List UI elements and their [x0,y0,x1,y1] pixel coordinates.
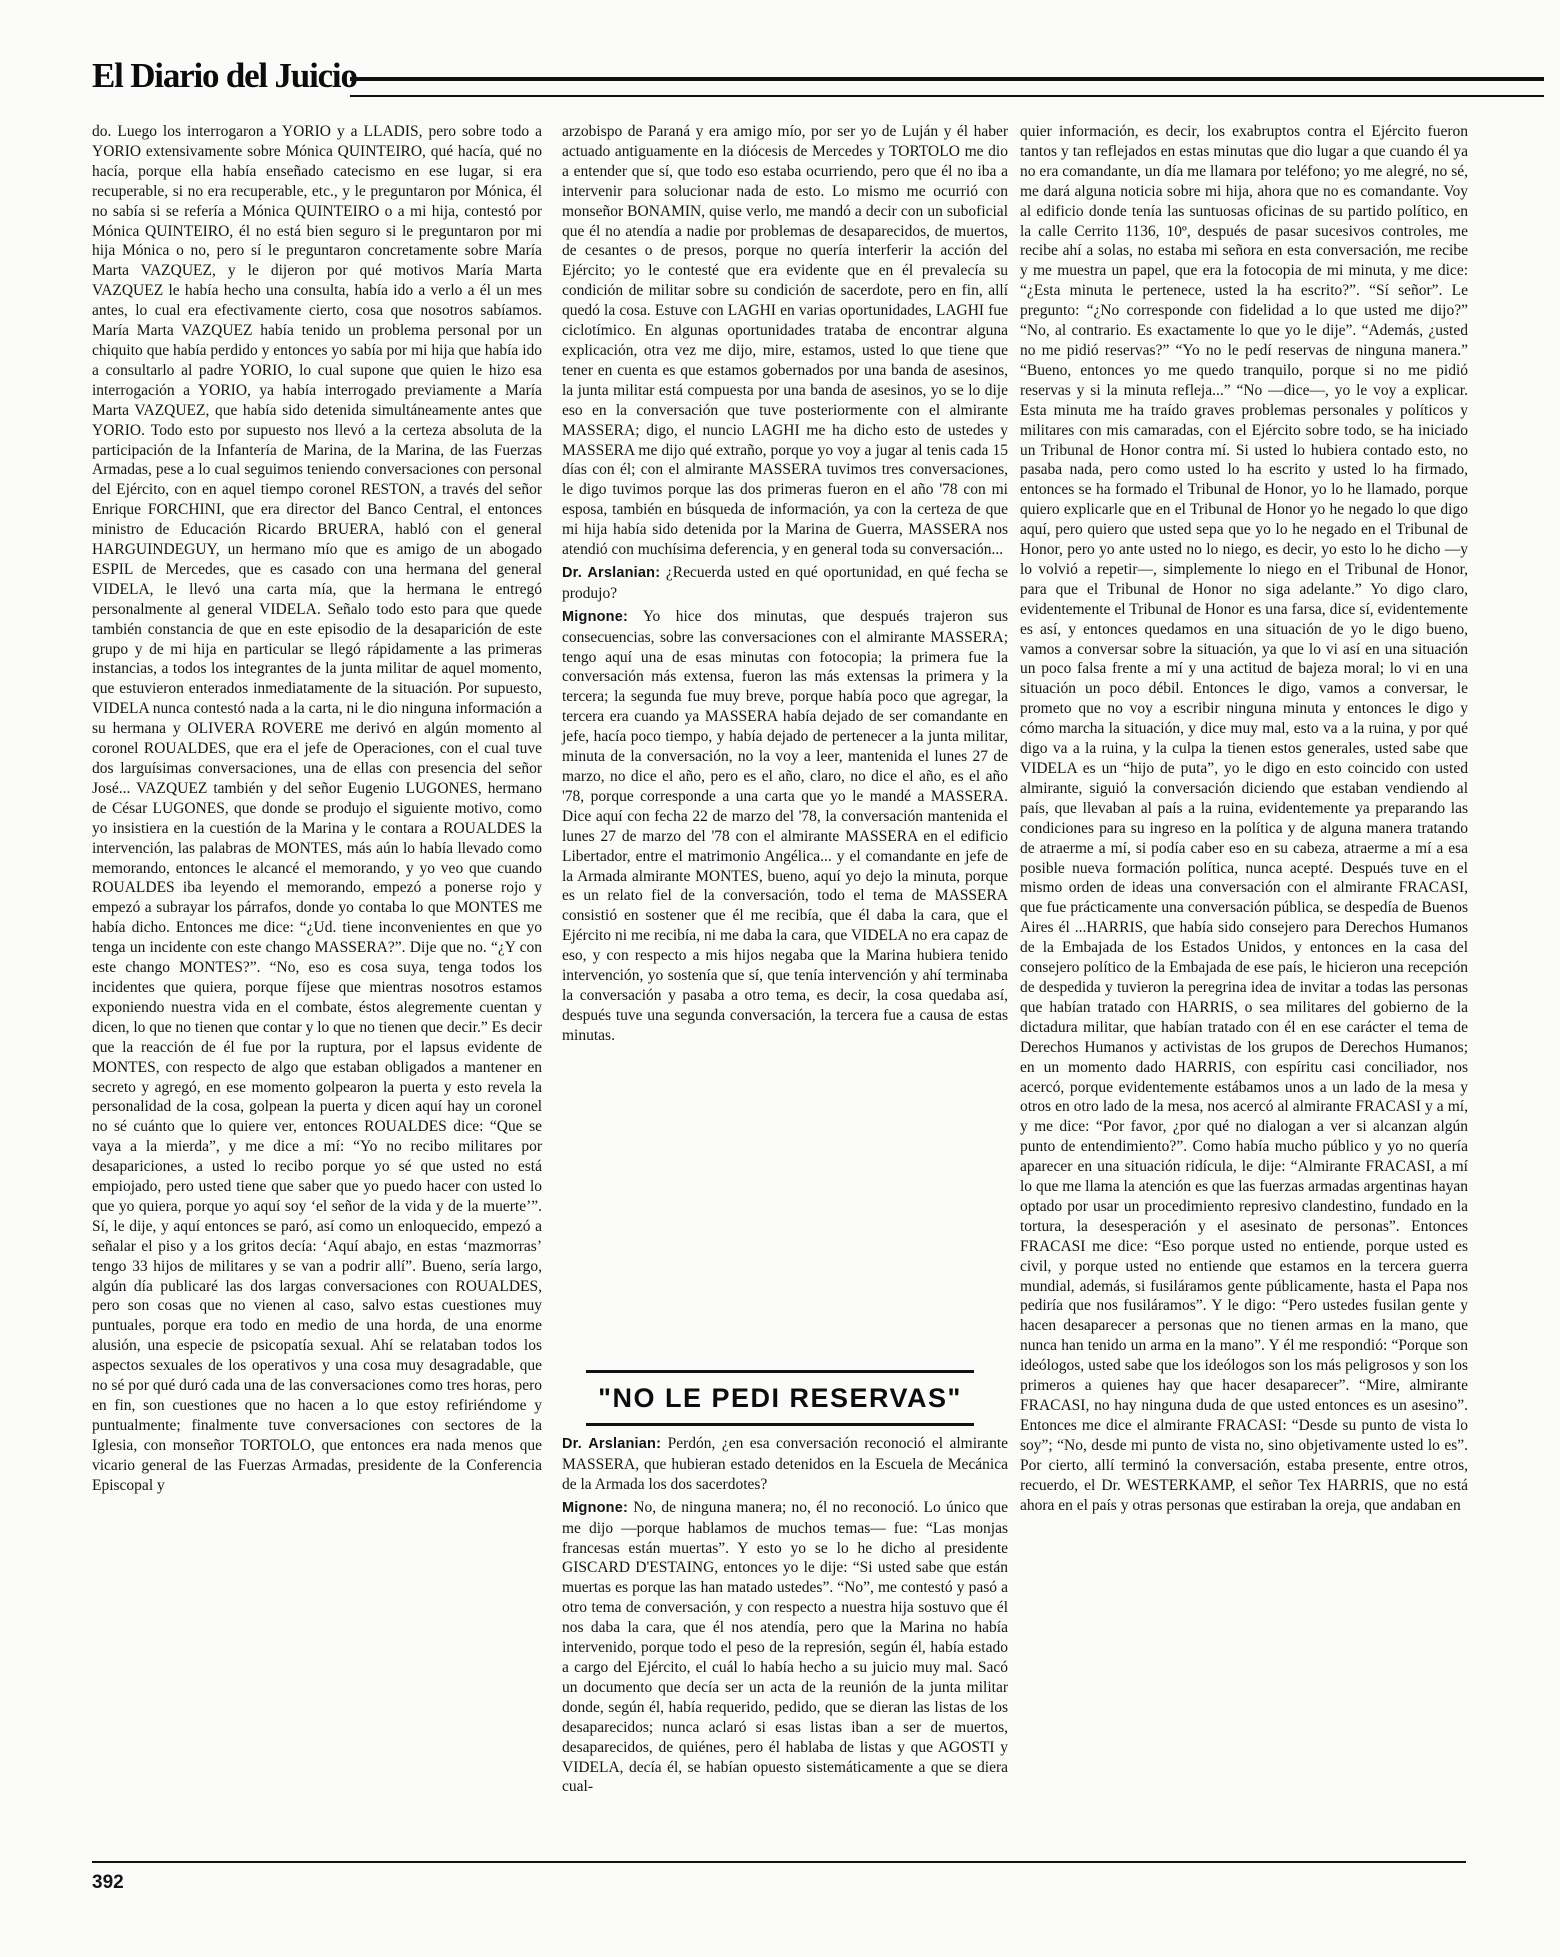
speaker-label: Dr. Arslanian: [562,1436,662,1452]
masthead-title: El Diario del Juicio [92,56,357,95]
body-paragraph: quier información, es decir, los exabruptos contra el Ejército fueron tantos y tan reflejados en estas minutas que dio lugar a que cuando él ya no era comandante, un día me llamara por teléfono; yo me alegré, no sé, me dará alguna noticia sobre mi hija, ahora que no es comandante. Voy al edificio donde tenía las suntuosas oficinas de su partido político, en la calle Cerrito 1136, 10º, después de pasar sucesivos controles, me recibe ahí a solas, no estaba mi señora en esta conversación, me recibe y me muestra un papel, que era la fotocopia de mi minuta, y me dice: “¿Esta minuta le pertenece, usted la ha escrito?”. “Sí señor”. Le pregunto: “¿No corresponde con fidelidad a lo que usted me dijo?” “No, al contrario. Es exactamente lo que yo le dije”. “Además, ¿usted no me pidió reservas?” “Yo no le pedí reservas de ninguna manera.” “Bueno, entonces yo me quedo tranquilo, porque si no me pidió reservas y si la minuta refleja...” “No —dice—, yo le voy a explicar. Esta minuta me ha traído graves problemas personales y políticos y militares con mis camaradas, con el Ejército sobre todo, se ha iniciado un Tribunal de Honor contra mí. Si usted lo hubiera contado esto, no pasaba nada, pero como usted lo ha escrito y usted lo ha firmado, entonces se ha formado el Tribunal de Honor, yo lo he llamado, porque quiero explicarle que en el Tribunal de Honor yo he negado lo que digo aquí, pero quiero que usted sepa que yo lo he negado en el Tribunal de Honor, pero yo ante usted no lo niego, es decir, yo esto lo he dicho —y lo volvió a repetir—, simplemente lo niego en el Tribunal de Honor, para que el Tribunal de Honor no siga adelante.” Yo digo claro, evidentemente el Tribunal de Honor es una farsa, dice sí, evidentemente es así, y entonces quedamos en una situación de yo le digo bueno, vamos a conversar sobre la situación, ya que lo vi así en una situación un poco falsa frente a mí y una actitud de bajeza moral; lo vi en una situación un poco débil. Entonces le digo, vamos a conversar, le prometo que no voy a escribir ninguna minuta y entonces le digo y cómo marcha la situación, y dice muy mal, esto va a la ruina, y por qué digo va a la ruina, y la culpa la tienen estos generales, usted sabe que VIDELA es un “hijo de puta”, yo le digo en esto coincido con usted almirante, siguió la conversación diciendo que estaban vendiendo al país, que llevaban al país a la ruina, evidentemente ya preparando las condiciones para su ingreso en la política y de alguna manera tratando de atraerme a mí, si podía caber eso en su cabeza, atraerme a mí a esa posible nueva formación política, nunca acepté. Después tuve en el mismo orden de ideas una conversación con el almirante FRACASI, que fue prácticamente una conversación pública, se despedía de Buenos Aires él ...HARRIS, que había sido consejero para Derechos Humanos de la Embajada de los Estados Unidos, y entonces en la casa del consejero político de la Embajada de ese país, le hicieron una recepción de despedida y tuvieron la peregrina idea de invitar a todas las personas que habían tratado con HARRIS, o sea militares del gobierno de la dictadura militar, que habían tratado con él en ese carácter el tema de Derechos Humanos y activistas de los grupos de Derechos Humanos; en un momento dado HARRIS, con espíritu casi conciliador, nos acercó, porque evidentemente estábamos unos a un lado de la mesa y otros en otro lado de la mesa, nos acercó al almirante FRACASI y a mí, y me dice: “Por favor, ¿por qué no dialogan a ver si alcanzan algún punto de entendimiento?”. Como había mucho público y yo no quería aparecer en una situación ridícula, le dije: “Almirante FRACASI, a mí lo que me llama la atención es que las fuerzas armadas argentinas hayan optado por usar un procedimiento represivo clandestino, fundado en la tortura, la desesperación y el asesinato de personas”. Entonces FRACASI me dice: “Eso porque usted no entiende, porque usted es civil, y porque usted no entiende que estamos en la tercera guerra mundial, además, si fusiláramos gente públicamente, hasta el Papa nos pediría que nos fusiláramos”. Y le digo: “Pero ustedes fusilan gente y hacen desaparecer a personas que no tienen armas en la mano, que nunca han tenido un arma en la mano”. Y él me respondió: “Porque son ideólogos, usted sabe que los ideólogos son los más peligrosos y son los primeros a quienes hay que hacer desaparecer”. “Mire, almirante FRACASI, no hay ninguna duda de que usted entonces es un asesino”. Entonces me dice el almirante FRACASI: “Desde su punto de vista lo soy”; “No, desde mi punto de vista no, sino objetivamente usted lo es”. Por cierto, allí terminó la conversación, estaba presente, entre otros, recuerdo, el Dr. WESTERKAMP, el señor Tex HARRIS, que no está ahora en el país y otras personas que estiraban la oreja, que andaban en [1020,123,1468,1514]
masthead-rule-top [350,77,1544,81]
text-column-left [92,122,542,1842]
section-heading: "NO LE PEDI RESERVAS" [598,1382,962,1413]
page-number: 392 [92,1872,124,1893]
section-heading-box [586,1370,974,1426]
dialogue-paragraph [562,1498,1008,1798]
paragraph-text: arzobispo de Paraná y era amigo mío, por ser yo de Luján y él haber actuado antiguamente en la diócesis de Mercedes y TORTOLO me dio a entender que sí, que todo eso estaba ocurriendo, pero que él no iba a intervenir para solucionar nada de esto. Lo mismo me ocurrió con monseñor BONAMIN, quise verlo, me mandó a decir con un suboficial que él no atendía a nadie por problemas de desaparecidos, de muertos, de cesantes o de presos, porque no quería interferir la acción del Ejército; yo le contesté que era evidente que en él prevalecía su condición de militar sobre su condición de sacerdote, pero en fin, allí quedó la cosa. Estuve con LAGHI en varias oportunidades, LAGHI fue ciclotímico. En algunas oportunidades trataba de encontrar alguna explicación, otra vez me dijo, mire, estamos, usted lo que tiene que tener en cuenta es que estamos gobernados por una banda de asesinos, la junta militar está compuesta por una banda de asesinos, yo se lo dije eso en la conversación que tuve posteriormente con el almirante MASSERA; digo, el nuncio LAGHI me ha dicho esto de ustedes y MASSERA me dijo qué extraño, porque yo voy a jugar al tenis cada 15 días con él; con el almirante MASSERA tuvimos tres conversaciones, le digo tuvimos porque las dos primeras fueron en el año '78 con mi esposa, también en búsqueda de información, ya con la certeza de que mi hija había sido detenida por la Marina de Guerra, MASSERA nos atendió con muchísima deferencia, y en general toda su conversación... [562,123,1008,559]
text-column-middle [562,122,1008,1046]
dialogue-paragraph [562,1434,1008,1495]
dialogue-text: Yo hice dos minutas, que después trajeron sus consecuencias, sobre las conversaciones con el almirante MASSERA; tengo aquí una de esas minutas con fotocopia; la primera fue la conversación más extensa, fueron las más extensas la primera y la tercera; la segunda fue muy breve, porque había poco que agregar, la tercera era cuando ya MASSERA había dejado de ser comandante en jefe, hacía poco tiempo, y había dejado de pertenecer a la junta militar, minuta de la conversación, no la voy a leer, mantenida el lunes 27 de marzo, no dice el año, pero es el año, claro, no dice el año, es el año '78, porque corresponde a una carta que yo le mandé a MASSERA. Dice aquí con fecha 22 de marzo del '78, la conversación mantenida el lunes 27 de marzo del '78 con el almirante MASSERA en el edificio Libertador, entre el matrimonio Angélica... y el comandante en jefe de la Armada almirante MONTES, bueno, aquí yo dejo la minuta, porque es un relato fiel de la conversación, todo el tema de MASSERA consistió en sostener que él me recibía, que él daba la cara, que el Ejército ni me recibía, ni me daba la cara, que VIDELA no era capaz de eso, y con respecto a mis hijos negaba que la Marina hubiera tenido intervención, yo sostenía que sí, que tenía intervención y ahí terminaba la conversación y pasaba a otro tema, es decir, la cosa quedaba así, después tuve una segunda conversación, la tercera fue a causa de estas minutas. [562,607,1008,1044]
dialogue-paragraph [562,563,1008,604]
text-column-right [1020,122,1468,1515]
dialogue-text: Perdón, ¿en esa conversación reconoció el almirante MASSERA, que hubieran estado detenidos en la Escuela de Mecánica de la Armada los dos sacerdotes? [562,1435,1008,1493]
dialogue-text: No, de ninguna manera; no, él no reconoció. Lo único que me dijo —porque hablamos de muchos temas— fue: “Las monjas francesas están muertas”. Y esto yo se lo he dicho al presidente GISCARD D'ESTAING, entonces yo le dije: “Si usted sabe que están muertas es porque las han matado ustedes”. “No”, me contestó y pasó a otro tema de conversación, y con respecto a nuestra hija sostuvo que él nos daba la cara, que él nos atendía, pero que la Marina no había intervenido, porque todo el peso de la represión, según él, había estado a cargo del Ejército, el cuál lo había hecho a su juicio muy mal. Sacó un documento que decía ser un acta de la reunión de la junta militar donde, según él, había requerido, pedido, que se dieran las listas de los desaparecidos; nunca aclaró si esas listas iban a ser de muertos, desaparecidos, de quiénes, pero él hablaba de listas y que AGOSTI y VIDELA, decía él, se habían opuesto sistemáticamente a que se diera cual- [562,1498,1009,1796]
speaker-label: Dr. Arslanian: [562,564,661,581]
dialogue-paragraph [562,607,1008,1046]
masthead-rule-bottom [350,95,1544,97]
dialogue-text: ¿Recuerda usted en qué oportunidad, en qué fecha se produjo? [562,563,1008,602]
body-paragraph: do. Luego los interrogaron a YORIO y a LLADIS, pero sobre todo a YORIO extensivamente sobre Mónica QUINTEIRO, qué hacía, qué no hacía, porque ella había enseñado catecismo en ese lugar, si era recuperable, si no era recuperable, etc., y le preguntaron por Mónica, él no sabía si se refería a Mónica QUINTEIRO o a mi hija, contestó por Mónica QUINTEIRO, él no está bien seguro si le preguntaron por mi hija Mónica o no, pero sí le preguntaron concretamente sobre María Marta VAZQUEZ, y le dijeron por qué motivos María Marta VAZQUEZ le había hecho una consulta, había ido a verlo a él un mes antes, lo cual era efectivamente cierto, cosa que nosotros sabíamos. María Marta VAZQUEZ había tenido un problema personal por un chiquito que había perdido y entonces yo sabía por mi hija que había ido a consultarlo al padre YORIO, lo cual supone que quien le hizo esa interrogación a YORIO, ya había interrogado previamente a María Marta VAZQUEZ, que había sido detenida simultáneamente antes que YORIO. Todo esto por supuesto nos llevó a la certeza absoluta de la participación de la Infantería de Marina, de la Marina, de las Fuerzas Armadas, pese a lo cual seguimos teniendo conversaciones con personal del Ejército, con en aquel tiempo coronel RESTON, a través del señor Enrique FORCHINI, que era director del Banco Central, el entonces ministro de Educación Ricardo BRUERA, habló con el general HARGUINDEGUY, un hermano mío que es amigo de un abogado ESPIL de Mercedes, que es casado con una hermana del general VIDELA, le llevó una carta mía, que la hermana le entregó personalmente al general VIDELA. Señalo todo esto para que quede también constancia de que en este episodio de la desaparición de este grupo y de mi hija en particular se llegó rápidamente a las primeras instancias, a todos los integrantes de la junta militar de aquel momento, que estuvieron enterados inmediatamente de la situación. Por supuesto, VIDELA nunca contestó nada a la carta, ni le dio ninguna información a su hermana y OLIVERA ROVERE me derivó en algún momento al coronel ROUALDES, que era el jefe de Operaciones, con el cual tuve dos larguísimas conversaciones, una de ellas con presencia del señor José... VAZQUEZ también y del señor Eugenio LUGONES, hermano de César LUGONES, que donde se produjo el siguiente motivo, como yo insistiera en la cuestión de la Marina y le contara a ROUALDES la intervención, las palabras de MONTES, más aún lo había llevado como memorando, entonces le alcancé el memorando, y yo veo que cuando ROUALDES iba leyendo el memorando, empezó a ponerse rojo y empezó a subrayar los párrafos, donde yo contaba lo que MONTES me había dicho. Entonces me dice: “¿Ud. tiene inconvenientes en que yo tenga un incidente con este chango MASSERA?”. Dije que no. “¿Y con este chango MONTES?”. “No, eso es cosa suya, tenga todos los incidentes que quiera, porque fíjese que mientras nosotros estamos exponiendo nuestra vida en el combate, éstos alegremente cuentan y dicen, lo que no tienen que contar y lo que no tienen que decir.” Es decir que la reacción de él fue por la ruptura, por el lapsus evidente de MONTES, con respecto de algo que estaban obligados a mantener en secreto y agregó, en ese momento golpearon la puerta y esto revela la personalidad de la cosa, golpean la puerta y dicen aquí hay un coronel no sé cuánto que lo quiere ver, entonces ROUALDES dice: “Que se vaya a la mierda”, y me dice a mí: “Yo no recibo militares por desapariciones, a usted lo recibo porque yo sé que usted no está empiojado, pero usted tiene que saber que yo puedo hacer con usted lo que yo quiera, porque yo aquí soy ‘el señor de la vida y de la muerte’”. Sí, le dije, y aquí entonces se paró, así como un enloquecido, empezó a señalar el piso y a los gritos decía: ‘Aquí abajo, en estas ‘mazmorras’ tengo 33 hijos de militares y se van a podrir allí”. Bueno, sería largo, algún día publicaré las dos largas conversaciones con ROUALDES, pero son cosas que no vienen al caso, salvo estas cuestiones muy puntuales, porque era todo en medio de una horda, de una enorme alusión, una especie de psicopatía sexual. Ahí se relataban todos los aspectos sexuales de los operativos y una cosa muy desagradable, que no sé por qué duró cada una de las conversaciones como tres horas, pero en fin, son cuestiones que no hacen a lo que estoy refiriéndome y puntualmente; finalmente tuve conversaciones con sectores de la Iglesia, con monseñor TORTOLO, que entonces era nada menos que vicario general de las Fuerzas Armadas, presidente de la Conferencia Episcopal y [92,123,542,1494]
masthead [92,52,1560,110]
text-column-middle-lower [562,1434,1008,1797]
speaker-label: Mignone: [562,608,629,625]
body-paragraph [562,122,1008,560]
footer-rule [92,1861,1466,1863]
speaker-label: Mignone: [562,1499,629,1516]
